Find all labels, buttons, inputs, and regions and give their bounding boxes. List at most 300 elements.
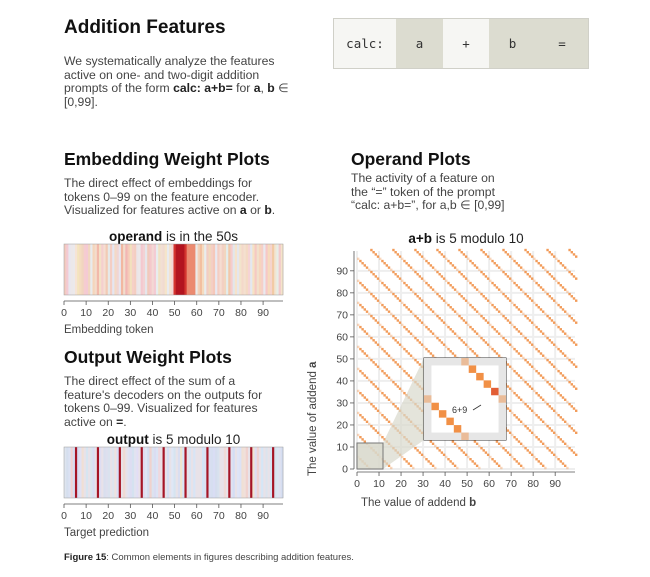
- activation-point: [372, 405, 374, 407]
- activation-point: [538, 394, 540, 396]
- activation-point: [507, 341, 509, 343]
- activation-point: [467, 346, 469, 348]
- activation-point: [529, 341, 531, 343]
- activation-point: [487, 321, 489, 323]
- activation-point: [434, 291, 436, 293]
- embedding-chart-title: operand is in the 50s: [108, 229, 239, 244]
- activation-point: [564, 465, 566, 467]
- activation-point: [562, 264, 564, 266]
- activation-point: [568, 403, 570, 405]
- activation-point: [520, 465, 522, 467]
- inset-activation: [484, 380, 491, 387]
- activation-point: [542, 310, 544, 312]
- activation-point: [419, 275, 421, 277]
- x-tick-label: 70: [213, 510, 225, 522]
- activation-point: [388, 421, 390, 423]
- activation-point: [414, 447, 416, 449]
- activation-point: [522, 269, 524, 271]
- activation-point: [394, 383, 396, 385]
- inset-activation: [431, 403, 438, 410]
- activation-point: [513, 414, 515, 416]
- activation-point: [394, 361, 396, 363]
- activation-point: [366, 355, 368, 357]
- activation-point: [427, 306, 429, 308]
- activation-point: [441, 451, 443, 453]
- activation-point: [564, 332, 566, 334]
- activation-point: [542, 377, 544, 379]
- activation-point: [449, 306, 451, 308]
- x-tick-label: 40: [439, 478, 451, 490]
- x-tick-label: 50: [461, 478, 473, 490]
- activation-point: [454, 332, 456, 334]
- activation-point: [469, 326, 471, 328]
- activation-point: [555, 280, 557, 282]
- activation-point: [524, 359, 526, 361]
- activation-point: [381, 260, 383, 262]
- activation-point: [452, 462, 454, 464]
- activation-point: [421, 344, 423, 346]
- activation-point: [454, 355, 456, 357]
- activation-point: [542, 465, 544, 467]
- activation-point: [555, 412, 557, 414]
- activation-point: [443, 454, 445, 456]
- activation-point: [381, 370, 383, 372]
- activation-point: [432, 355, 434, 357]
- activation-point: [414, 271, 416, 273]
- activation-point: [485, 451, 487, 453]
- activation-point: [546, 271, 548, 273]
- activation-point: [463, 253, 465, 255]
- activation-point: [480, 271, 482, 273]
- activation-point: [480, 447, 482, 449]
- activation-point: [573, 341, 575, 343]
- activation-point: [568, 359, 570, 361]
- activation-point: [557, 436, 559, 438]
- activation-point: [397, 297, 399, 299]
- activation-point: [379, 368, 381, 370]
- x-tick-label: 60: [483, 478, 495, 490]
- activation-point: [560, 394, 562, 396]
- activation-point: [566, 423, 568, 425]
- activation-point: [454, 310, 456, 312]
- activation-point: [480, 249, 482, 251]
- activation-point: [370, 425, 372, 427]
- activation-point: [419, 341, 421, 343]
- activation-point: [575, 299, 577, 301]
- activation-point: [524, 337, 526, 339]
- activation-point: [377, 255, 379, 257]
- activation-point: [392, 315, 394, 317]
- activation-point: [449, 262, 451, 264]
- x-tick-label: 90: [257, 510, 269, 522]
- activation-point: [553, 410, 555, 412]
- activation-point: [544, 291, 546, 293]
- activation-point: [465, 454, 467, 456]
- activation-point: [447, 326, 449, 328]
- activation-point: [553, 255, 555, 257]
- activation-point: [364, 330, 366, 332]
- activation-point: [474, 264, 476, 266]
- activation-point: [485, 319, 487, 321]
- activation-point: [421, 321, 423, 323]
- activation-point: [500, 269, 502, 271]
- activation-point: [564, 377, 566, 379]
- activation-point: [513, 326, 515, 328]
- activation-point: [535, 260, 537, 262]
- activation-point: [438, 339, 440, 341]
- activation-point: [564, 443, 566, 445]
- activation-point: [489, 324, 491, 326]
- activation-point: [496, 352, 498, 354]
- activation-point: [441, 275, 443, 277]
- activation-point: [575, 344, 577, 346]
- activation-point: [364, 418, 366, 420]
- activation-point: [491, 326, 493, 328]
- activation-point: [469, 458, 471, 460]
- activation-point: [571, 449, 573, 451]
- activation-point: [368, 269, 370, 271]
- activation-point: [568, 425, 570, 427]
- activation-point: [452, 308, 454, 310]
- activation-point: [474, 462, 476, 464]
- activation-point: [414, 249, 416, 251]
- activation-point: [364, 286, 366, 288]
- activation-point: [573, 319, 575, 321]
- activation-point: [436, 249, 438, 251]
- activation-point: [505, 273, 507, 275]
- activation-point: [452, 264, 454, 266]
- activation-point: [405, 372, 407, 374]
- activation-point: [383, 416, 385, 418]
- activation-point: [507, 297, 509, 299]
- activation-point: [357, 280, 359, 282]
- activation-point: [416, 449, 418, 451]
- inset-activation: [499, 395, 506, 402]
- operand-chart-title: a+b is 5 modulo 10: [408, 231, 524, 246]
- output-weight-plots-title: Output Weight Plots: [64, 347, 232, 367]
- addition-features-title: Addition Features: [64, 17, 226, 38]
- activation-point: [379, 390, 381, 392]
- activation-point: [494, 350, 496, 352]
- activation-point: [364, 374, 366, 376]
- activation-point: [463, 341, 465, 343]
- activation-point: [375, 297, 377, 299]
- activation-point: [465, 344, 467, 346]
- activation-point: [553, 321, 555, 323]
- x-tick-label: 10: [80, 510, 92, 522]
- activation-point: [416, 251, 418, 253]
- inset-activation: [476, 373, 483, 380]
- x-tick-label: 90: [257, 307, 269, 319]
- calc-token-strip: [333, 18, 589, 69]
- activation-point: [531, 277, 533, 279]
- activation-point: [518, 330, 520, 332]
- activation-point: [566, 401, 568, 403]
- activation-point: [511, 258, 513, 260]
- activation-point: [412, 357, 414, 359]
- activation-point: [564, 288, 566, 290]
- activation-point: [361, 328, 363, 330]
- activation-point: [555, 390, 557, 392]
- activation-point: [480, 337, 482, 339]
- activation-point: [474, 330, 476, 332]
- activation-point: [557, 414, 559, 416]
- activation-point: [540, 330, 542, 332]
- activation-point: [496, 308, 498, 310]
- activation-point: [524, 447, 526, 449]
- activation-point: [531, 321, 533, 323]
- activation-point: [522, 357, 524, 359]
- activation-point: [513, 370, 515, 372]
- x-tick-label: 70: [213, 307, 225, 319]
- activation-point: [364, 352, 366, 354]
- activation-point: [366, 310, 368, 312]
- activation-point: [544, 423, 546, 425]
- activation-point: [516, 284, 518, 286]
- activation-point: [487, 344, 489, 346]
- activation-point: [542, 266, 544, 268]
- activation-point: [542, 355, 544, 357]
- activation-point: [434, 269, 436, 271]
- activation-point: [375, 319, 377, 321]
- activation-point: [445, 258, 447, 260]
- activation-point: [549, 383, 551, 385]
- activation-point: [573, 407, 575, 409]
- activation-point: [390, 313, 392, 315]
- activation-point: [529, 385, 531, 387]
- activation-point: [535, 348, 537, 350]
- activation-point: [513, 282, 515, 284]
- activation-point: [544, 335, 546, 337]
- activation-point: [419, 297, 421, 299]
- y-tick-label: 60: [336, 331, 348, 344]
- y-tick-label: 90: [336, 265, 348, 278]
- activation-point: [549, 361, 551, 363]
- activation-point: [509, 366, 511, 368]
- activation-point: [546, 293, 548, 295]
- activation-point: [533, 302, 535, 304]
- activation-point: [505, 251, 507, 253]
- activation-point: [390, 379, 392, 381]
- activation-point: [560, 284, 562, 286]
- activation-point: [392, 337, 394, 339]
- token-equals: =: [536, 19, 588, 68]
- activation-point: [509, 299, 511, 301]
- activation-point: [513, 348, 515, 350]
- activation-point: [381, 414, 383, 416]
- activation-point: [553, 432, 555, 434]
- activation-point: [430, 308, 432, 310]
- activation-point: [397, 341, 399, 343]
- activation-point: [502, 293, 504, 295]
- activation-point: [445, 346, 447, 348]
- activation-point: [491, 304, 493, 306]
- activation-point: [364, 264, 366, 266]
- activation-point: [573, 451, 575, 453]
- activation-point: [370, 271, 372, 273]
- activation-point: [549, 251, 551, 253]
- activation-point: [524, 381, 526, 383]
- activation-point: [571, 361, 573, 363]
- activation-point: [551, 451, 553, 453]
- x-tick-label: 50: [168, 307, 181, 319]
- activation-point: [392, 359, 394, 361]
- activation-point: [540, 418, 542, 420]
- activation-point: [390, 291, 392, 293]
- activation-point: [390, 357, 392, 359]
- activation-point: [476, 465, 478, 467]
- activation-point: [403, 326, 405, 328]
- activation-point: [410, 377, 412, 379]
- activation-point: [562, 440, 564, 442]
- activation-point: [456, 269, 458, 271]
- activation-point: [474, 286, 476, 288]
- activation-point: [474, 308, 476, 310]
- activation-point: [397, 275, 399, 277]
- activation-point: [430, 440, 432, 442]
- activation-point: [485, 297, 487, 299]
- inset-activation: [461, 358, 468, 365]
- activation-point: [414, 293, 416, 295]
- activation-point: [361, 416, 363, 418]
- activation-point: [359, 392, 361, 394]
- activation-point: [509, 410, 511, 412]
- activation-point: [485, 275, 487, 277]
- activation-point: [566, 357, 568, 359]
- activation-point: [401, 280, 403, 282]
- activation-point: [405, 262, 407, 264]
- activation-point: [414, 337, 416, 339]
- activation-point: [397, 319, 399, 321]
- activation-point: [425, 348, 427, 350]
- activation-point: [375, 363, 377, 365]
- activation-point: [449, 350, 451, 352]
- activation-point: [399, 299, 401, 301]
- activation-point: [375, 275, 377, 277]
- inset-activation: [424, 395, 431, 402]
- activation-point: [430, 330, 432, 332]
- activation-point: [447, 304, 449, 306]
- activation-point: [472, 284, 474, 286]
- activation-point: [564, 266, 566, 268]
- activation-point: [423, 456, 425, 458]
- activation-point: [560, 262, 562, 264]
- activation-point: [551, 319, 553, 321]
- operand-description: The activity of a feature on the “=” token of the prompt “calc: a+b=”, for a,b ∈ [0,99]: [351, 171, 505, 213]
- x-tick-label: 20: [102, 307, 115, 319]
- activation-point: [520, 266, 522, 268]
- activation-point: [372, 427, 374, 429]
- activation-point: [502, 249, 504, 251]
- activation-point: [509, 454, 511, 456]
- activation-point: [430, 352, 432, 354]
- activation-point: [460, 273, 462, 275]
- activation-point: [408, 462, 410, 464]
- activation-point: [403, 458, 405, 460]
- activation-point: [535, 304, 537, 306]
- activation-point: [434, 335, 436, 337]
- activation-point: [568, 337, 570, 339]
- activation-point: [425, 282, 427, 284]
- activation-point: [571, 295, 573, 297]
- activation-point: [529, 451, 531, 453]
- activation-point: [427, 284, 429, 286]
- activation-point: [557, 326, 559, 328]
- x-tick-label: 30: [417, 478, 429, 490]
- activation-point: [555, 456, 557, 458]
- activation-point: [573, 275, 575, 277]
- activation-point: [430, 264, 432, 266]
- activation-point: [408, 330, 410, 332]
- activation-point: [566, 335, 568, 337]
- activation-point: [513, 392, 515, 394]
- activation-point: [463, 297, 465, 299]
- activation-point: [555, 368, 557, 370]
- activation-point: [445, 302, 447, 304]
- activation-point: [538, 438, 540, 440]
- activation-point: [441, 341, 443, 343]
- activation-point: [553, 366, 555, 368]
- activation-point: [423, 280, 425, 282]
- activation-point: [383, 306, 385, 308]
- activation-point: [357, 390, 359, 392]
- activation-point: [394, 251, 396, 253]
- activation-point: [472, 460, 474, 462]
- activation-point: [438, 295, 440, 297]
- activation-point: [480, 315, 482, 317]
- activation-point: [566, 467, 568, 469]
- activation-point: [518, 462, 520, 464]
- activation-point: [538, 284, 540, 286]
- activation-point: [491, 282, 493, 284]
- activation-point: [533, 434, 535, 436]
- y-tick-label: 70: [336, 309, 348, 322]
- activation-point: [416, 295, 418, 297]
- activation-point: [381, 348, 383, 350]
- activation-point: [443, 321, 445, 323]
- activation-point: [507, 319, 509, 321]
- activation-point: [533, 368, 535, 370]
- activation-point: [568, 447, 570, 449]
- activation-point: [535, 458, 537, 460]
- activation-point: [575, 255, 577, 257]
- activation-point: [460, 295, 462, 297]
- activation-point: [489, 302, 491, 304]
- activation-point: [505, 339, 507, 341]
- activation-point: [460, 339, 462, 341]
- activation-point: [542, 421, 544, 423]
- activation-point: [553, 277, 555, 279]
- activation-point: [361, 438, 363, 440]
- activation-point: [511, 456, 513, 458]
- activation-point: [425, 260, 427, 262]
- embedding-xlabel: Embedding token: [64, 324, 154, 336]
- activation-point: [476, 266, 478, 268]
- activation-point: [381, 282, 383, 284]
- activation-point: [377, 432, 379, 434]
- activation-point: [507, 385, 509, 387]
- activation-point: [377, 299, 379, 301]
- activation-point: [467, 324, 469, 326]
- activation-point: [467, 456, 469, 458]
- activation-point: [540, 462, 542, 464]
- activation-point: [476, 355, 478, 357]
- activation-point: [575, 277, 577, 279]
- activation-point: [467, 258, 469, 260]
- activation-point: [575, 454, 577, 456]
- activation-point: [551, 341, 553, 343]
- activation-point: [507, 275, 509, 277]
